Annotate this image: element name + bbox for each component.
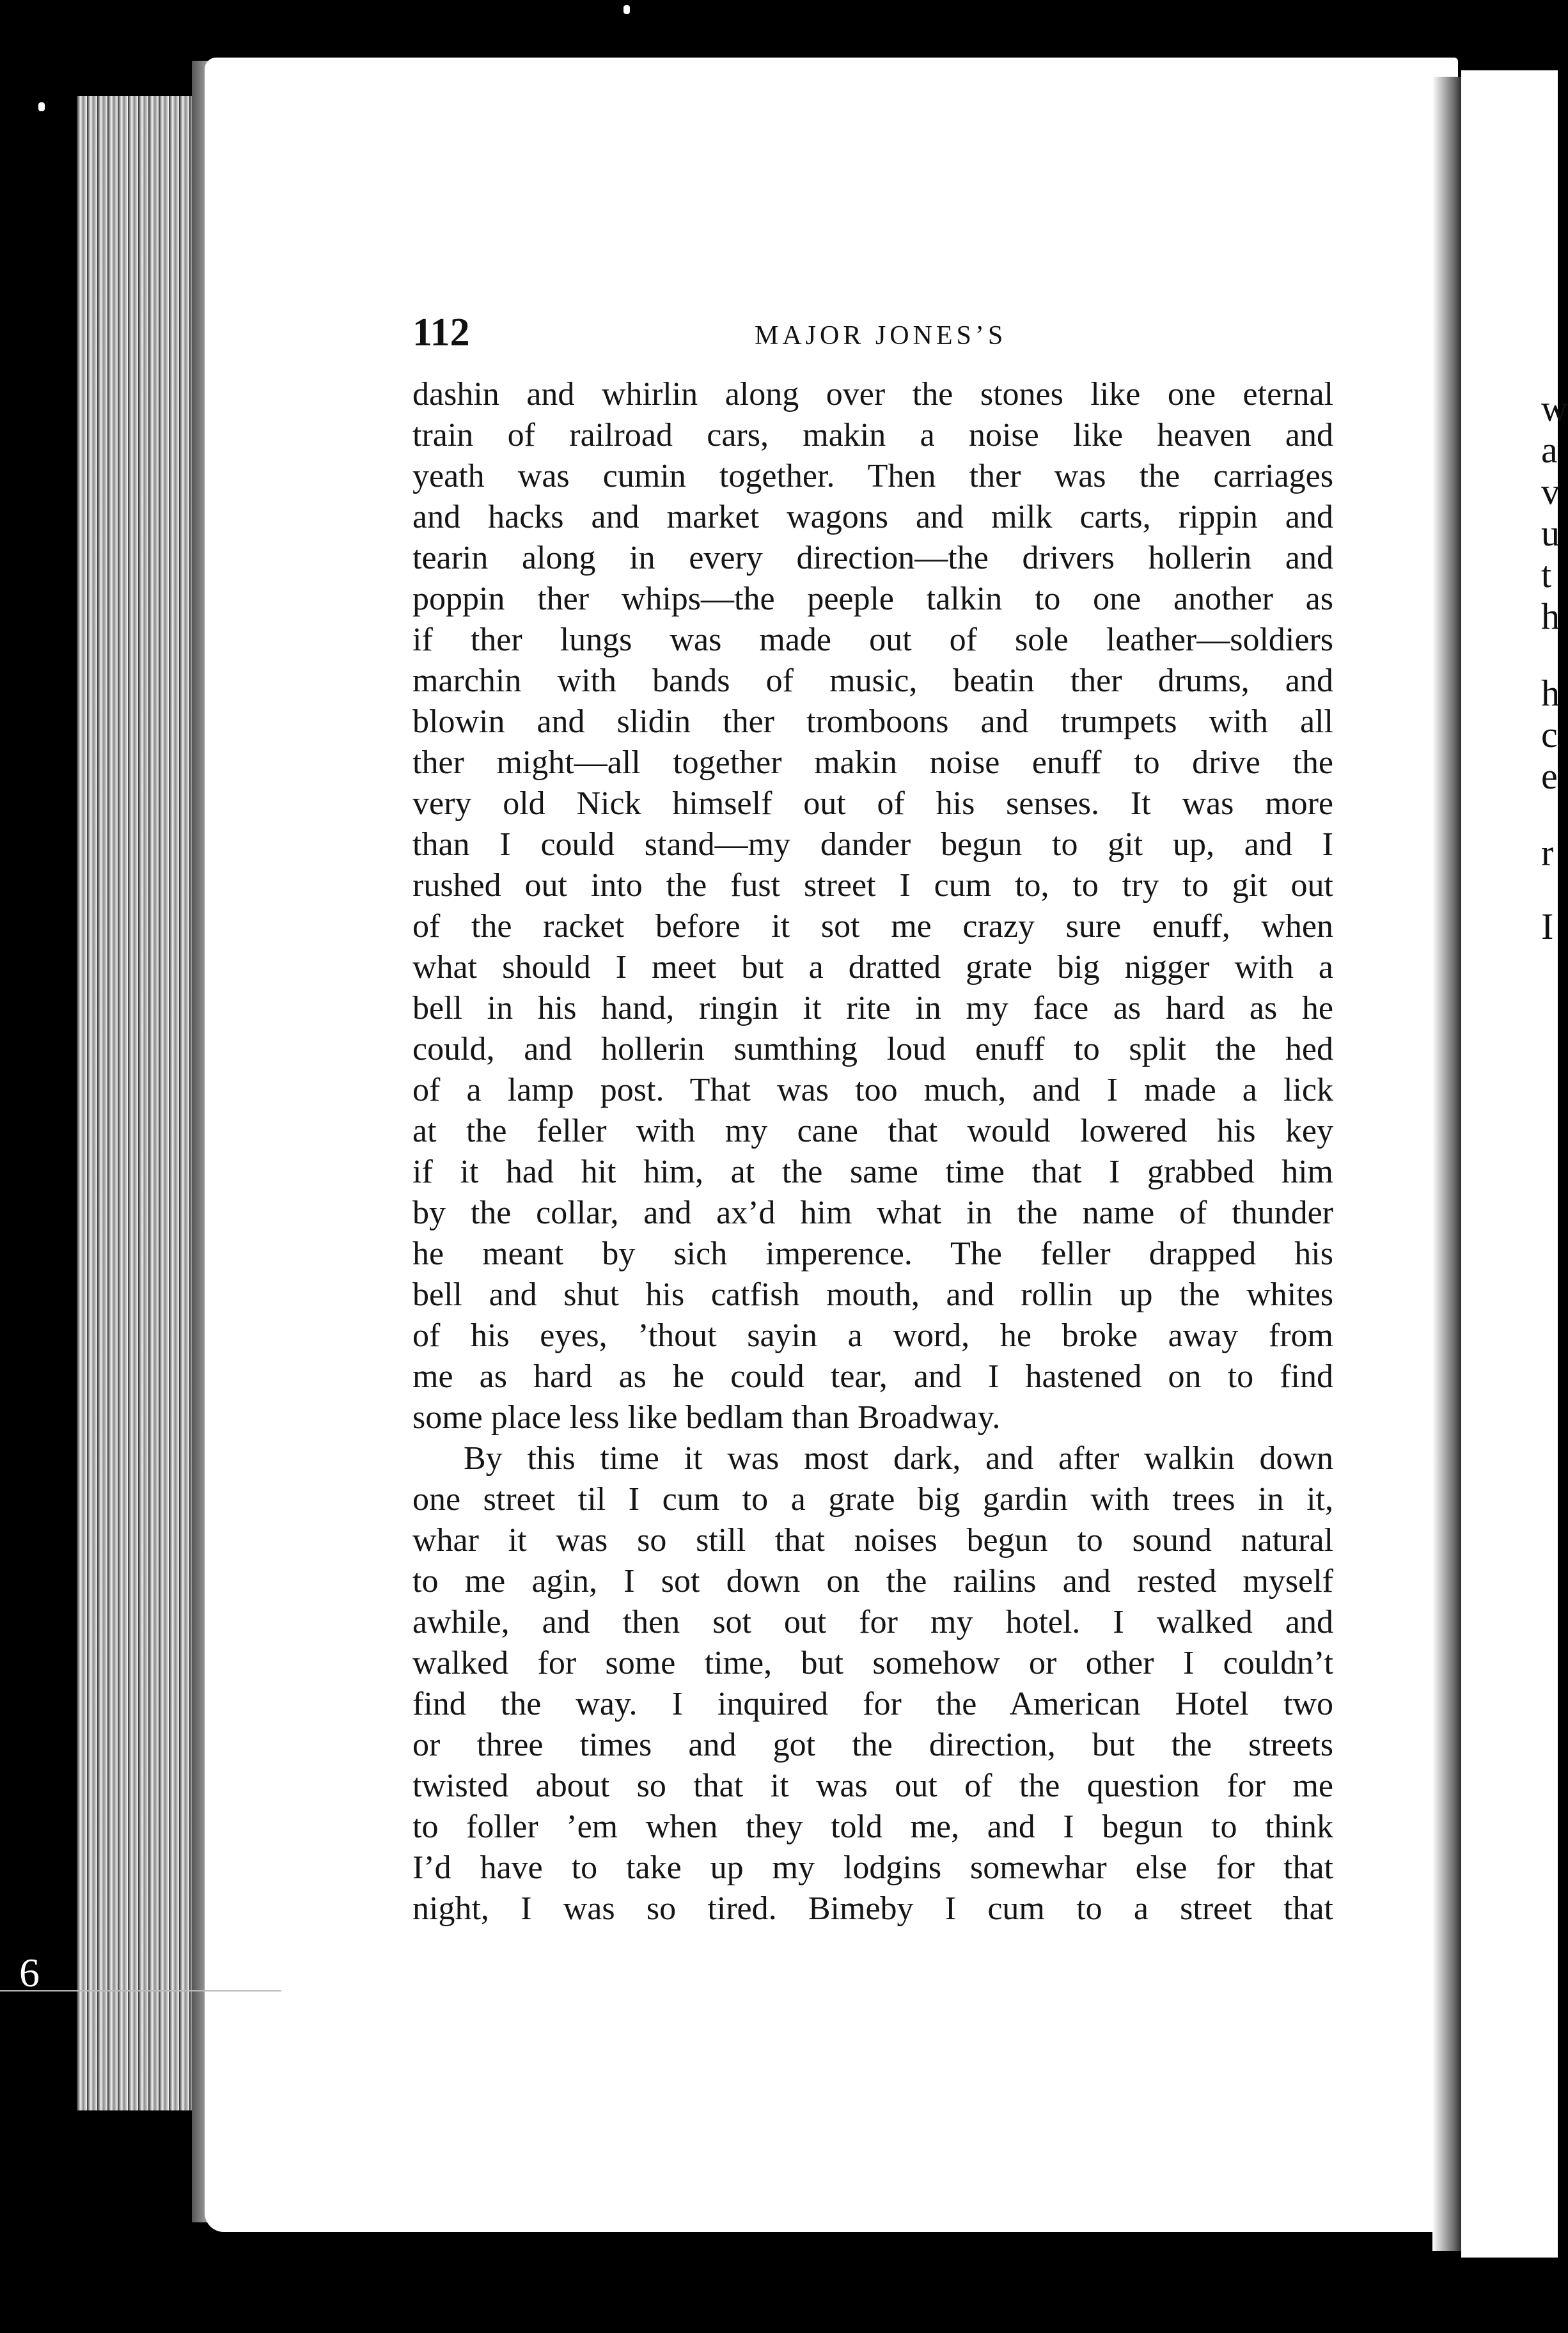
dust-speck [38,102,45,111]
text-line: rushed out into the fust street I cum to, to try to git out [412,867,1333,904]
text-line: of his eyes, ’thout sayin a word, he broke away from [412,1317,1333,1354]
text-line: at the feller with my cane that would lowered his key [412,1113,1333,1149]
text-line: train of railroad cars, makin a noise like heaven and [412,417,1333,453]
text-line: to foller ’em when they told me, and I begun to think [412,1809,1333,1845]
text-line: twisted about so that it was out of the question for me [412,1768,1333,1804]
text-line: and hacks and market wagons and milk carts, rippin and [412,499,1333,535]
text-line: some place less like bedlam than Broadway. [412,1399,1001,1436]
text-line: what should I meet but a dratted grate big nigger with a [412,949,1333,986]
text-line: me as hard as he could tear, and I hastened on to find [412,1358,1333,1395]
text-line: By this time it was most dark, and after walkin down [464,1440,1333,1477]
facing-page-fragment: c [1541,714,1558,755]
text-line: bell in his hand, ringin it rite in my face as hard as he [412,990,1333,1026]
page-header [412,310,1330,361]
text-line: blowin and slidin ther tromboons and trumpets with all [412,703,1333,740]
margin-mark: 6 [19,1950,40,1995]
text-line: by the collar, and ax’d him what in the name of thunder [412,1195,1333,1231]
facing-page-edge [1461,70,1568,2258]
text-line: if ther lungs was made out of sole leather—soldiers [412,622,1333,658]
text-line: ther might—all together makin noise enuff to drive the [412,744,1333,781]
text-line: or three times and got the direction, but the streets [412,1727,1333,1763]
text-line: night, I was so tired. Bimeby I cum to a street that [412,1890,1333,1927]
dust-speck [623,5,630,14]
text-line: yeath was cumin together. Then ther was the carriages [412,458,1333,494]
text-line: of the racket before it sot me crazy sure enuff, when [412,908,1333,945]
text-line: awhile, and then sot out for my hotel. I walked and [412,1604,1333,1640]
text-line: one street til I cum to a grate big gardin with trees in it, [412,1481,1333,1518]
text-line: walked for some time, but somehow or other I couldn’t [412,1645,1333,1681]
text-line: tearin along in every direction—the drivers hollerin and [412,540,1333,576]
text-line: bell and shut his catfish mouth, and rollin up the whites [412,1276,1333,1313]
facing-page-fragment: e [1541,755,1558,797]
text-line: could, and hollerin sumthing loud enuff to split the hed [412,1031,1333,1067]
text-line: whar it was so still that noises begun to sound natural [412,1522,1333,1559]
facing-page-fragment: I [1541,906,1554,947]
facing-page-fragment: u [1541,512,1560,554]
text-line: marchin with bands of music, beatin ther drums, and [412,663,1333,699]
facing-page-fragment: v [1541,471,1560,512]
facing-page-fragment: h [1541,595,1560,637]
facing-page-fragment: r [1541,832,1554,874]
facing-page-fragment: h [1541,672,1560,714]
facing-page-fragment: w [1541,388,1568,429]
text-line: of a lamp post. That was too much, and I made a lick [412,1072,1333,1108]
running-head: MAJOR JONES’S [755,321,1007,350]
facing-page-fragment: t [1541,554,1552,595]
body-text [412,374,1333,1929]
page-number: 112 [412,311,470,354]
text-line: than I could stand—my dander begun to git up, and I [412,826,1333,863]
text-line: if it had hit him, at the same time that I grabbed him [412,1154,1333,1190]
text-line: very old Nick himself out of his senses. It was more [412,785,1333,822]
text-line: I’d have to take up my lodgins somewhar else for that [412,1850,1333,1886]
text-line: to me agin, I sot down on the railins and rested myself [412,1563,1333,1599]
facing-page-fragment: a [1541,429,1558,471]
text-line: poppin ther whips—the peeple talkin to one another as [412,581,1333,617]
book-gutter-shadow [1432,77,1464,2251]
text-line: he meant by sich imperence. The feller drapped his [412,1236,1333,1272]
text-line: find the way. I inquired for the American Hotel two [412,1686,1333,1722]
text-line: dashin and whirlin along over the stones like one eternal [412,376,1333,412]
